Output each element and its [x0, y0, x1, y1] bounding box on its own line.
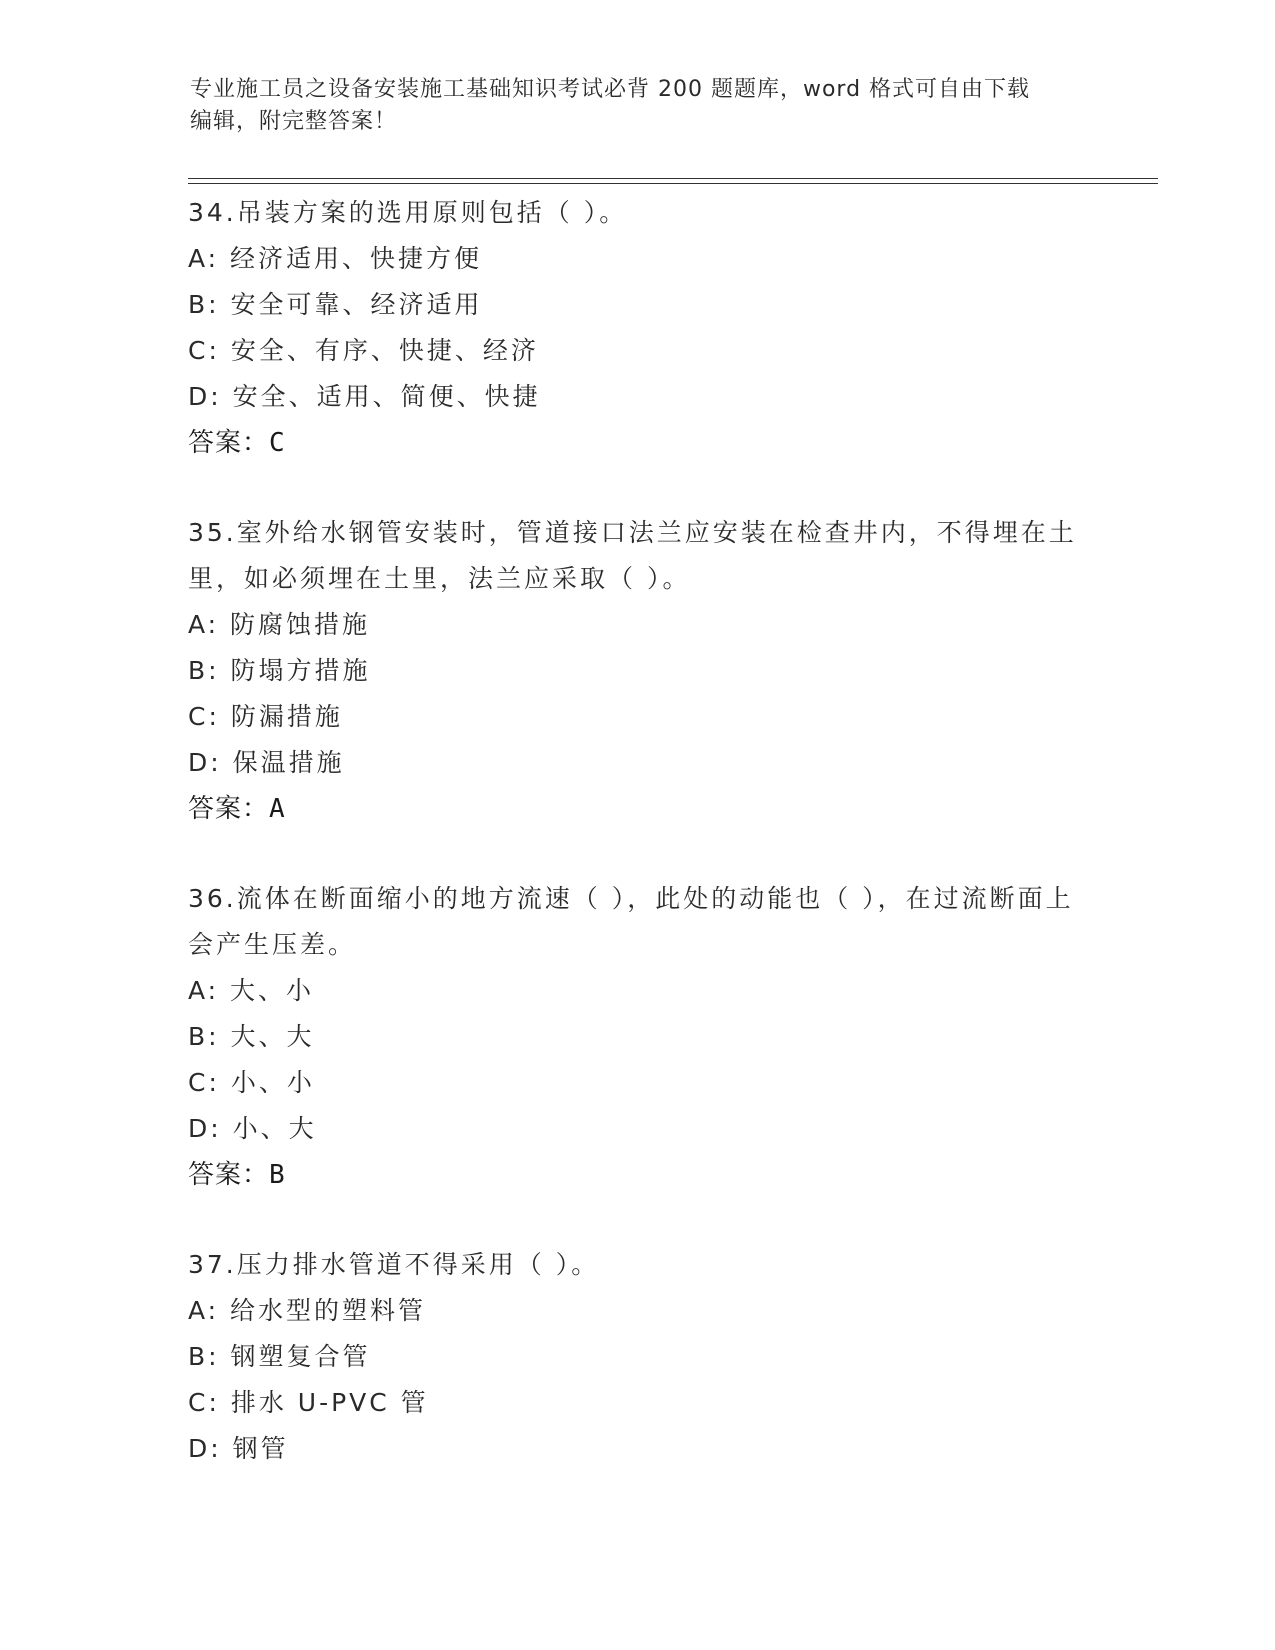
option-c: C: 小、小 — [188, 1068, 315, 1097]
header-divider-bottom — [188, 183, 1158, 184]
header-line-1: 专业施工员之设备安装施工基础知识考试必背 200 题题库，word 格式可自由下载 — [190, 77, 1031, 102]
question-stem: 36.流体在断面缩小的地方流速（ ），此处的动能也（ ），在过流断面上会产生压差。 — [188, 884, 1074, 959]
header-line-2: 编辑，附完整答案！ — [190, 109, 398, 134]
option-d: D: 安全、适用、简便、快捷 — [188, 382, 541, 411]
answer-label: 答案： — [188, 794, 270, 824]
option-b: B: 大、大 — [188, 1022, 315, 1051]
question-36 — [188, 876, 1088, 1198]
option-a: A: 防腐蚀措施 — [188, 610, 371, 639]
option-c: C: 安全、有序、快捷、经济 — [188, 336, 539, 365]
answer-label: 答案： — [188, 1160, 270, 1190]
answer-value: C — [269, 428, 285, 458]
answer-label: 答案： — [188, 428, 270, 458]
answer-line — [188, 420, 1088, 466]
option-b: B: 安全可靠、经济适用 — [188, 290, 483, 319]
question-35 — [188, 510, 1088, 832]
answer-value: B — [269, 1160, 285, 1190]
option-d: D: 钢管 — [188, 1434, 289, 1463]
question-stem: 37.压力排水管道不得采用（ ）。 — [188, 1250, 600, 1279]
answer-line — [188, 786, 1088, 832]
option-c: C: 防漏措施 — [188, 702, 343, 731]
question-stem: 34.吊装方案的选用原则包括（ ）。 — [188, 198, 628, 227]
question-37 — [188, 1242, 1088, 1472]
option-b: B: 防塌方措施 — [188, 656, 371, 685]
answer-line — [188, 1152, 1088, 1198]
header-divider-top — [188, 178, 1158, 179]
question-stem: 35.室外给水钢管安装时，管道接口法兰应安装在检查井内，不得埋在土里，如必须埋在土里，法兰应采取（ ）。 — [188, 518, 1077, 593]
question-list — [188, 190, 1088, 1516]
option-a: A: 大、小 — [188, 976, 315, 1005]
option-a: A: 给水型的塑料管 — [188, 1296, 427, 1325]
option-a: A: 经济适用、快捷方便 — [188, 244, 483, 273]
answer-value: A — [269, 794, 285, 824]
document-header — [190, 74, 1070, 138]
option-b: B: 钢塑复合管 — [188, 1342, 371, 1371]
option-c: C: 排水 U-PVC 管 — [188, 1388, 429, 1417]
option-d: D: 保温措施 — [188, 748, 345, 777]
option-d: D: 小、大 — [188, 1114, 317, 1143]
question-34 — [188, 190, 1088, 466]
